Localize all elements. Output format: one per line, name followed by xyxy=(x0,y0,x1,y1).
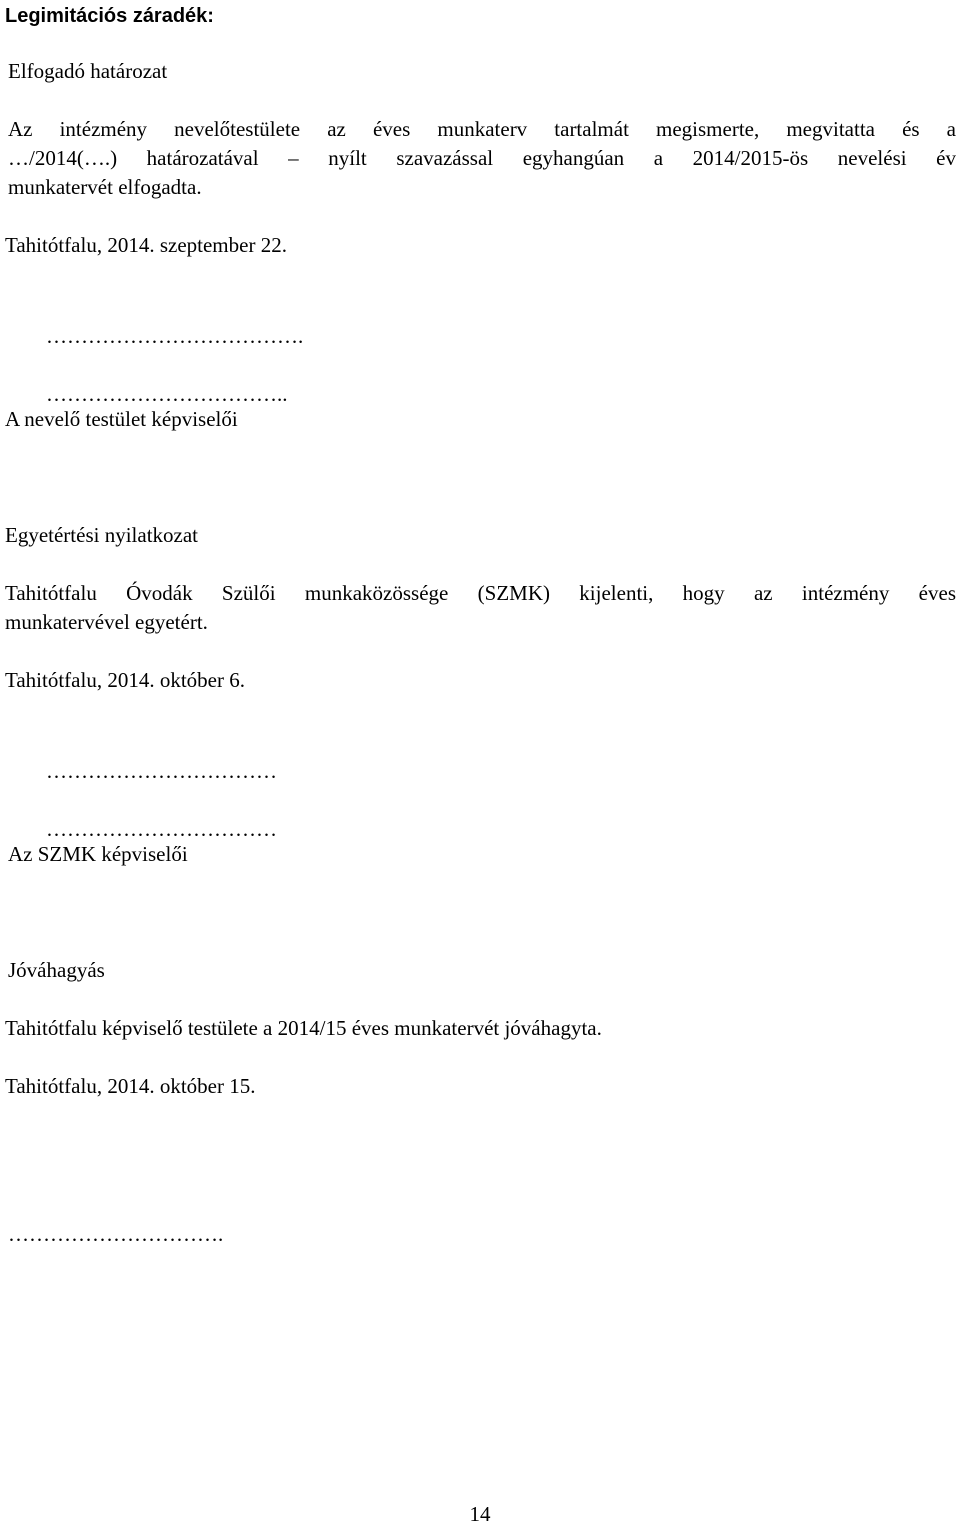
legitimation-paragraph-line-2: …/2014(….) határozatával – nyílt szavazással egyhangúan a 2014/2015-ös nevelési év xyxy=(8,146,956,170)
signature-dots-line: …………………………….. xyxy=(46,382,288,406)
legitimation-paragraph-line-1: Az intézmény nevelőtestülete az éves munkaterv tartalmát megismerte, megvitatta és a xyxy=(8,117,956,141)
consent-signatory: Az SZMK képviselői xyxy=(8,842,188,866)
signature-dots-line: …………………………… xyxy=(46,759,277,783)
consent-title: Egyetértési nyilatkozat xyxy=(5,523,199,547)
consent-date: Tahitótfalu, 2014. október 6. xyxy=(5,668,245,692)
signature-dots-line: …………………………. xyxy=(8,1222,224,1246)
consent-paragraph-line-1: Tahitótfalu Óvodák Szülői munkaközössége (SZMK) kijelenti, hogy az intézmény éves xyxy=(5,581,956,605)
legitimation-signatory: A nevelő testület képviselői xyxy=(5,407,238,431)
legitimation-paragraph-line-3: munkatervét elfogadta. xyxy=(8,175,202,199)
legitimation-title: Legimitációs záradék: xyxy=(5,5,214,27)
approval-date: Tahitótfalu, 2014. október 15. xyxy=(5,1074,256,1098)
page-number: 14 xyxy=(469,1502,491,1526)
consent-paragraph-line-2: munkatervével egyetért. xyxy=(5,610,208,634)
signature-dots-line: ………………………………. xyxy=(46,324,304,348)
legitimation-subtitle: Elfogadó határozat xyxy=(8,59,168,83)
approval-paragraph: Tahitótfalu képviselő testülete a 2014/15 éves munkatervét jóváhagyta. xyxy=(5,1016,602,1040)
approval-title: Jóváhagyás xyxy=(8,958,105,982)
legitimation-date: Tahitótfalu, 2014. szeptember 22. xyxy=(5,233,287,257)
signature-dots-line: …………………………… xyxy=(46,817,277,841)
